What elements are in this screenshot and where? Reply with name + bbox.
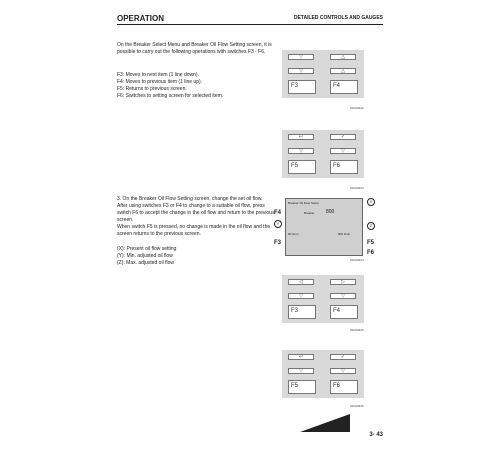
oil-flow-screen [285,198,363,256]
legend [117,246,277,267]
f4-label: F4 [333,83,341,89]
f5-label: F5 [291,383,299,389]
callout-f4: F4 [274,210,282,216]
screen-title: Breaker Oil Flow Setup [288,201,319,205]
f4-label: F4 [333,308,341,314]
down-arrow-icon: ▽ [330,368,356,374]
figure-id: 9JH09322 [350,106,364,110]
f3-button[interactable] [288,80,316,94]
f6-label: F6 [333,383,341,389]
screen-max: 800 l/min [338,232,351,236]
up-arrow-icon: △ [330,68,356,74]
f6-label: F6 [333,163,341,169]
oil-flow-bar [300,414,350,432]
step3-block [117,196,277,238]
step3-bullet: After using switches F3 or F4 to change to a suitable oil flow, press switch F6 to accept the change in the oil flow and return to the previous screen. [117,203,275,223]
right-arrow-icon: ▷ [330,279,356,285]
switch-item: F5: Returns to previous screen. [117,86,187,92]
switch-item: F6: Switches to setting screen for selected item. [117,93,224,99]
panel-f5-f6-second [282,350,364,398]
intro-paragraph [117,42,277,56]
switch-list [117,72,277,100]
screen-label: Breaker [304,211,315,215]
legend-item: (X): Present oil flow setting [117,246,177,252]
down-arrow-icon: ▽ [288,68,314,74]
f5-label: F5 [291,163,299,169]
down-arrow-icon: ▽ [288,54,314,60]
header-rule [117,24,383,25]
figure-id: 9JH09326 [350,404,364,408]
f3-button[interactable] [288,305,316,319]
f6-button[interactable] [330,380,358,394]
legend-item: (Y): Min. adjusted oil flow [117,253,173,259]
down-arrow-icon: ▽ [330,293,356,299]
step3-bullet: When switch F5 is pressed, no change is made in the oil flow and the screen returns to the previous screen. [117,224,271,237]
panel-f3-f4-lr [282,275,364,323]
left-arrow-icon: ◁ [288,279,314,285]
check-icon: ✓ [330,134,356,140]
figure-id: 9JH09325 [350,328,364,332]
intro-bullet: On the Breaker Select Menu and Breaker Oil Flow Setting screen, it is possible to carry out the following operations with switches F3 - F6. [117,42,272,55]
f5-button[interactable] [288,380,316,394]
callout-y: Y [274,220,282,228]
f4-button[interactable] [330,80,358,94]
panel-f3-f4 [282,50,364,98]
return-icon: ↩ [288,134,314,140]
check-icon: ✓ [330,354,356,360]
f6-button[interactable] [330,160,358,174]
callout-f5: F5 [367,240,375,246]
f3-label: F3 [291,308,299,314]
up-arrow-icon: △ [330,54,356,60]
f3-label: F3 [291,83,299,89]
panel-f5-f6 [282,130,364,178]
down-arrow-icon: ▽ [288,293,314,299]
step3-title: 3. On the Breaker Oil Flow Setting screen, change the set oil flow. [117,196,263,202]
return-icon: ↩ [288,354,314,360]
switch-item: F4: Moves to previous item (1 line up). [117,79,203,85]
f4-button[interactable] [330,305,358,319]
callout-f6: F6 [367,250,375,256]
switch-item: F3: Moves to next item (1 line down). [117,72,199,78]
section-title: OPERATION [117,14,164,23]
figure-id: 9JH09324 [350,258,364,262]
callout-f3: F3 [274,240,282,246]
section-subtitle: DETAILED CONTROLS AND GAUGES [293,15,383,21]
callout-x: X [367,198,375,206]
page-number: 3- 43 [369,432,383,438]
down-arrow-icon: ▽ [330,148,356,154]
legend-item: (Z): Max. adjusted oil flow [117,260,174,266]
f5-button[interactable] [288,160,316,174]
down-arrow-icon: ▽ [288,368,314,374]
screen-value: 800 [326,209,335,215]
figure-id: 9JH09323 [350,186,364,190]
screen-min: 60 l/min [288,232,299,236]
down-arrow-icon: ▽ [288,148,314,154]
callout-z: Z [367,222,375,230]
